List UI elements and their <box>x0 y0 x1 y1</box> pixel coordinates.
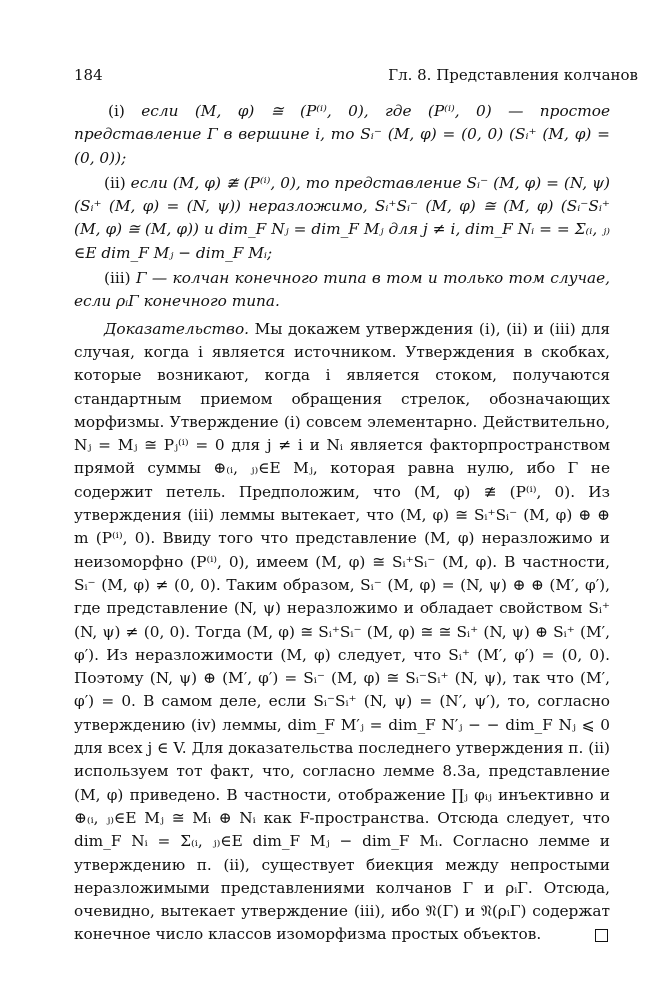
statement-item-i <box>74 100 610 170</box>
page-body <box>74 100 610 947</box>
proof-text: Мы докажем утверждения (i), (ii) и (iii) для случая, когда i является источником. Утверждения в скобках, которые возникают, когда i является стоком, получаются стандартным приемом обращения стрелок, обозначающих морфизмы. Утверждение (i) совсем элементарно. Действительно, Nⱼ = Mⱼ ≅ Pⱼ⁽ⁱ⁾ = 0 для j ≠ i и Nᵢ является факторпространством прямой суммы ⊕₍ᵢ, ⱼ₎∈E Mⱼ, которая равна нулю, ибо Γ не содержит петель. Предположим, что (M, φ) ≇ (P⁽ⁱ⁾, 0). Из утверждения (iii) леммы вытекает, что (M, φ) ≅ Sᵢ⁺Sᵢ⁻ (M, φ) ⊕ ⊕ m (P⁽ⁱ⁾, 0). Ввиду того что представление (M, φ) неразложимо и неизоморфно (P⁽ⁱ⁾, 0), имеем (M, φ) ≅ Sᵢ⁺Sᵢ⁻ (M, φ). В частности, Sᵢ⁻ (M, φ) ≠ (0, 0). Таким образом, Sᵢ⁻ (M, φ) = (N, ψ) ⊕ ⊕ (M′, φ′), где представление (N, ψ) неразложимо и обладает свойством Sᵢ⁺ (N, ψ) ≠ (0, 0). Тогда (M, φ) ≅ Sᵢ⁺Sᵢ⁻ (M, φ) ≅ ≅ Sᵢ⁺ (N, ψ) ⊕ Sᵢ⁺ (M′, φ′). Из неразложимости (M, φ) следует, что Sᵢ⁺ (M′, φ′) = (0, 0). Поэтому (N, ψ) ⊕ (M′, φ′) = Sᵢ⁻ (M, φ) ≅ Sᵢ⁻Sᵢ⁺ (N, ψ), так что (M′, φ′) = 0. В самом деле, если Sᵢ⁻Sᵢ⁺ (N, ψ) = (N′, ψ′), то, согласно утверждению (iv) леммы, dim_F M′ⱼ = dim_F N′ⱼ − − dim_F Nⱼ ⩽ 0 для всех j ∈ V. Для доказательства последнего утверждения п. (ii) используем тот факт, что, согласно лемме 8.3а, представление (M, φ) приведено. В частности, отображение ∏ⱼ φᵢⱼ инъективно и ⊕₍ᵢ, ⱼ₎∈E Mⱼ ≅ Mᵢ ⊕ Nᵢ как F-пространства. Отсюда следует, что dim_F Nᵢ = Σ₍ᵢ, ⱼ₎∈E dim_F Mⱼ − dim_F Mᵢ. Согласно лемме и утверждению п. (ii), существует биекция между непростыми неразложимыми представлениями колчанов Γ и ρᵢΓ. Отсюда, очевидно, вытекает утверждение (iii), ибо 𝔑(Γ) и 𝔑(ρᵢΓ) содержат конечное число классов изоморфизма простых объектов. <box>74 319 610 944</box>
running-head: Гл. 8. Представления колчанов <box>388 66 638 84</box>
item-text: Γ — колчан конечного типа в том и только том случае, если ρᵢΓ конечного типа. <box>74 269 610 311</box>
item-text: если (M, φ) ≅ (P⁽ⁱ⁾, 0), где (P⁽ⁱ⁾, 0) — простое представление Γ в вершине i, то Sᵢ⁻ (M, φ) = (0, 0) (Sᵢ⁺ (M, φ) = (0, 0)); <box>74 102 610 167</box>
item-label: (i) <box>108 102 125 120</box>
proof-paragraph <box>74 318 610 947</box>
item-label: (iii) <box>104 269 131 288</box>
item-text: если (M, φ) ≇ (P⁽ⁱ⁾, 0), то представление Sᵢ⁻ (M, φ) = (N, ψ) (Sᵢ⁺ (M, φ) = (N, ψ)) неразложимо, Sᵢ⁺Sᵢ⁻ (M, φ) ≅ (M, φ) (Sᵢ⁻Sᵢ⁺ (M, φ) ≅ (M, φ)) и dim_F Nⱼ = dim_F Mⱼ для j ≠ i, dim_F Nᵢ = = Σ₍ᵢ, ⱼ₎∈E dim_F Mⱼ − dim_F Mᵢ; <box>74 173 610 262</box>
proof-title: Доказательство. <box>104 319 250 338</box>
statement-item-iii <box>74 267 610 314</box>
qed-square-icon <box>595 929 608 942</box>
page-header <box>74 66 638 88</box>
page-number: 184 <box>74 66 103 84</box>
statement-item-ii <box>74 172 610 265</box>
item-label: (ii) <box>104 173 126 192</box>
